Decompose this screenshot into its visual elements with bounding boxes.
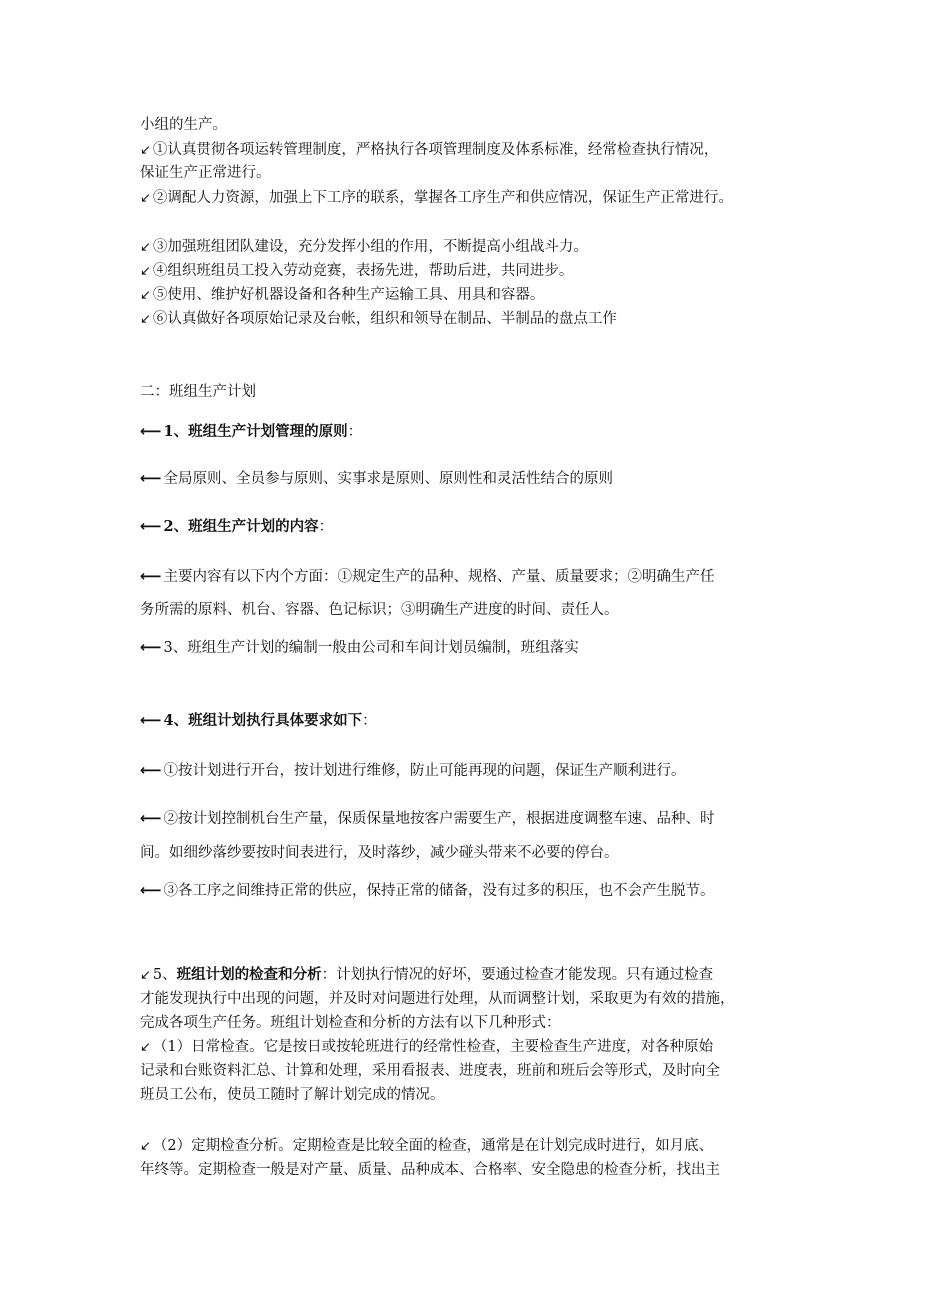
paragraph: ⟵ ①按计划进行开台，按计划进行维修，防止可能再现的问题，保证生产顺利进行。	[140, 761, 686, 779]
check-arrow-icon: ↙	[140, 312, 151, 327]
section-title: 二：班组生产计划	[140, 384, 256, 400]
left-arrow-icon: ⟵	[140, 711, 162, 729]
paragraph: ⟵ ③各工序之间维持正常的供应，保持正常的储备，没有过多的积压，也不会产生脱节。	[140, 881, 715, 899]
left-arrow-icon: ⟵	[140, 761, 162, 779]
text-line: 年终等。定期检查一般是对产量、质量、品种成本、合格率、安全隐患的检查分析，找出主	[140, 1162, 720, 1178]
check-arrow-icon: ↙	[140, 240, 151, 255]
check-arrow-icon: ↙	[140, 1139, 151, 1154]
left-arrow-icon: ⟵	[140, 469, 162, 487]
list-item: ↙ ③加强班组团队建设，充分发挥小组的作用，不断提高小组战斗力。	[140, 239, 588, 255]
left-arrow-icon: ⟵	[140, 638, 162, 656]
heading: ⟵ 2、班组生产计划的内容：	[140, 517, 334, 535]
paragraph: ⟵ 全局原则、全员参与原则、实事求是原则、原则性和灵活性结合的原则	[140, 469, 614, 487]
left-arrow-icon: ⟵	[140, 567, 162, 585]
check-arrow-icon: ↙	[140, 288, 151, 303]
text-line: 才能发现执行中出现的问题，并及时对问题进行处理，从而调整计划，采取更为有效的措施，	[140, 991, 735, 1007]
text-line: 完成各项生产任务。班组计划检查和分析的方法有以下几种形式：	[140, 1015, 561, 1031]
text-line: 记录和台账资料汇总、计算和处理，采用看报表、进度表，班前和班后会等形式，及时向全	[140, 1063, 720, 1079]
paragraph: ⟵ 3、班组生产计划的编制一般由公司和车间计划员编制，班组落实	[140, 638, 579, 656]
paragraph: ⟵ ②按计划控制机台生产量，保质保量地按客户需要生产，根据进度调整车速、品种、时	[140, 809, 715, 827]
list-item: ↙ ⑤使用、维护好机器设备和各种生产运输工具、用具和容器。	[140, 287, 545, 303]
left-arrow-icon: ⟵	[140, 881, 162, 899]
check-arrow-icon: ↙	[140, 191, 151, 206]
left-arrow-icon: ⟵	[140, 809, 162, 827]
check-arrow-icon: ↙	[140, 968, 151, 983]
left-arrow-icon: ⟵	[140, 517, 162, 535]
list-item: ↙ ①认真贯彻各项运转管理制度，严格执行各项管理制度及体系标准，经常检查执行情况，	[140, 142, 719, 158]
list-item: ↙ ⑥认真做好各项原始记录及台帐，组织和领导在制品、半制品的盘点工作	[140, 311, 617, 327]
check-arrow-icon: ↙	[140, 1040, 151, 1055]
text-line: 班员工公布，使员工随时了解计划完成的情况。	[140, 1087, 445, 1103]
check-arrow-icon: ↙	[140, 264, 151, 279]
text-line: 务所需的原料、机台、容器、色记标识；③明确生产进度的时间、责任人。	[140, 602, 619, 618]
text-line: 间。如细纱落纱要按时间表进行，及时落纱，减少碰头带来不必要的停台。	[140, 845, 619, 861]
check-arrow-icon: ↙	[140, 143, 151, 158]
list-item: ↙ ④组织班组员工投入劳动竞赛，表扬先进，帮助后进，共同进步。	[140, 263, 574, 279]
paragraph: ⟵ 主要内容有以下内个方面：①规定生产的品种、规格、产量、质量要求；②明确生产任	[140, 567, 715, 585]
left-arrow-icon: ⟵	[140, 422, 162, 440]
text-line: 小组的生产。	[140, 117, 227, 133]
paragraph: ↙ 5、班组计划的检查和分析：计划执行情况的好坏，要通过检查才能发现。只有通过检查	[140, 966, 714, 983]
heading: ⟵ 1、班组生产计划管理的原则：	[140, 422, 363, 440]
list-item: ↙ （1）日常检查。它是按日或按轮班进行的经常性检查，主要检查生产进度，对各种原始	[140, 1039, 714, 1055]
text-line: 保证生产正常进行。	[140, 165, 271, 181]
list-item: ↙ （2）定期检查分析。定期检查是比较全面的检查，通常是在计划完成时进行，如月底、	[140, 1138, 714, 1154]
list-item: ↙ ②调配人力资源，加强上下工序的联系，掌握各工序生产和供应情况，保证生产正常进行。	[140, 190, 733, 206]
heading: ⟵ 4、班组计划执行具体要求如下：	[140, 711, 377, 729]
